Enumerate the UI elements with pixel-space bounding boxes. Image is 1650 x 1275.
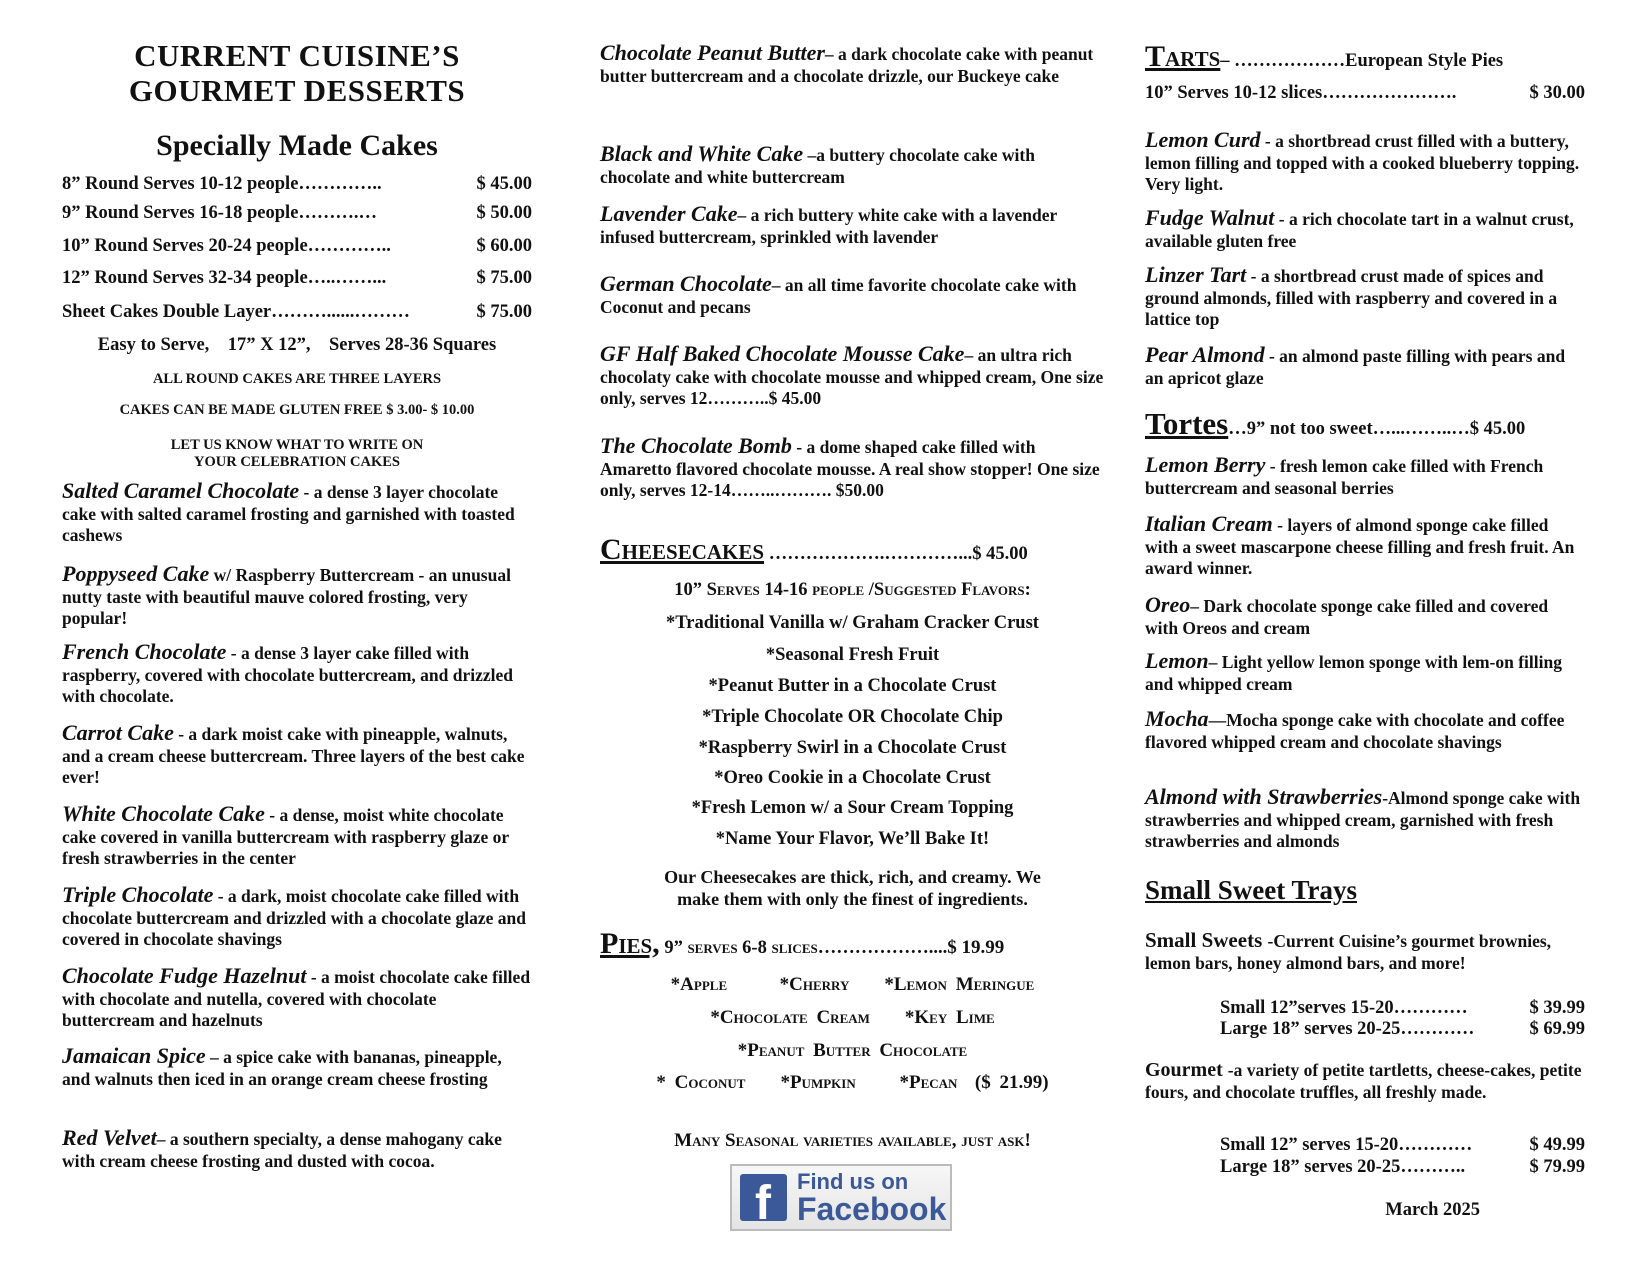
- item-desc: –a buttery chocolate cake with chocolate and white buttercream: [600, 145, 1035, 187]
- menu-item: [62, 965, 532, 1032]
- menu-item: [62, 1127, 532, 1172]
- item-desc: - a moist chocolate cake filled with chocolate and nutella, covered with chocolate buttercream and hazelnuts: [62, 967, 531, 1030]
- item-desc: – Light yellow lemon sponge with lem-on filling and whipped cream: [1145, 652, 1562, 694]
- item-desc: – a southern specialty, a dense mahogany cake with cream cheese frosting and dusted with cocoa.: [62, 1129, 502, 1171]
- flavor-label: *Name Your Flavor, We’ll Bake It!: [715, 829, 990, 849]
- tarts-size: [1145, 83, 1585, 104]
- price-label: 9” Round Serves 16-18 people……….…: [62, 203, 378, 223]
- item-desc: - fresh lemon cake filled with French buttercream and seasonal berries: [1145, 456, 1544, 498]
- pies-header: [600, 927, 1105, 961]
- price-label: 10” Round Serves 20-24 people…………..: [62, 236, 391, 256]
- item-name: Gourmet: [1145, 1059, 1228, 1081]
- cheesecakes-price: $ 45.00: [972, 544, 1028, 564]
- cheesecake-flavor: [600, 829, 1105, 850]
- tart-item: [1145, 207, 1585, 252]
- flavor-label: *Traditional Vanilla w/ Graham Cracker Crust: [666, 613, 1039, 633]
- flavor-label: *Peanut Butter in a Chocolate Crust: [708, 676, 997, 696]
- cake-price-row: [62, 302, 532, 323]
- item-name: Italian Cream: [1145, 511, 1273, 536]
- tortes-detail: …9” not too sweet…...……..…: [1228, 419, 1470, 439]
- item-name: Lavender Cake: [600, 201, 738, 226]
- pie-flavors: *Chocolate Cream *Key Lime: [710, 1007, 995, 1028]
- cheesecake-flavor: [600, 613, 1105, 634]
- price-value: $ 49.99: [1529, 1135, 1585, 1155]
- price-label: 8” Round Serves 10-12 people…………..: [62, 174, 382, 194]
- item-name: Mocha: [1145, 706, 1209, 731]
- cake-price-row: [62, 203, 532, 224]
- item-name: Carrot Cake: [62, 720, 174, 745]
- item-name: White Chocolate Cake: [62, 801, 265, 826]
- item-name: French Chocolate: [62, 639, 227, 664]
- price-label: Large 18” serves 20-25………..: [1220, 1157, 1466, 1177]
- pie-flavors-row: [600, 1040, 1105, 1062]
- title-line: GOURMET DESSERTS: [128, 73, 466, 108]
- tray-price-row: [1145, 998, 1585, 1019]
- cake-price-row: [62, 174, 532, 195]
- cheesecake-flavor: [600, 707, 1105, 728]
- cheesecakes-heading: Cheesecakes: [600, 533, 765, 566]
- price-value: $ 79.99: [1529, 1157, 1585, 1177]
- tray-price-row: [1145, 1135, 1585, 1156]
- footer-line: Our Cheesecakes are thick, rich, and creamy. We: [664, 867, 1041, 887]
- item-name: Chocolate Fudge Hazelnut: [62, 963, 307, 988]
- torte-item: [1145, 708, 1585, 753]
- facebook-line1: Find us on: [797, 1168, 909, 1194]
- item-name: Chocolate Peanut Butter: [600, 40, 825, 65]
- tortes-price: $ 45.00: [1469, 419, 1526, 439]
- item-name: Poppyseed Cake: [62, 561, 210, 586]
- price-value: $ 75.00: [476, 268, 532, 288]
- price-value: $ 75.00: [476, 302, 532, 322]
- torte-item: [1145, 594, 1585, 639]
- menu-item: [600, 203, 1105, 248]
- item-desc: -a variety of petite tartletts, cheese-cakes, petite fours, and chocolate truffles, all freshly made.: [1145, 1060, 1582, 1102]
- item-desc: - a dark, moist chocolate cake filled with chocolate buttercream and drizzled with a chocolate glaze and covered in chocolate shavings: [62, 886, 526, 949]
- note-layers: ALL ROUND CAKES ARE THREE LAYERS: [152, 371, 442, 387]
- item-name: The Chocolate Bomb: [600, 433, 792, 458]
- item-name: Fudge Walnut: [1145, 205, 1275, 230]
- menu-date: March 2025: [1385, 1200, 1480, 1220]
- flavor-label: *Seasonal Fresh Fruit: [765, 645, 940, 665]
- cheesecake-flavor: [600, 645, 1105, 666]
- price-value: $ 45.00: [476, 174, 532, 194]
- cakes-subtitle: Specially Made Cakes: [156, 129, 438, 162]
- cheesecake-flavor: [600, 676, 1105, 697]
- item-desc: – a spice cake with bananas, pineapple, and walnuts then iced in an orange cream cheese frosting: [62, 1047, 502, 1089]
- item-desc: - a shortbread crust filled with a buttery, lemon filling and topped with a cooked blueberry topping. Very light.: [1145, 131, 1580, 194]
- note-line: LET US KNOW WHAT TO WRITE ON: [170, 437, 424, 453]
- torte-item: [1145, 454, 1585, 499]
- small-sweets: [1145, 930, 1585, 974]
- facebook-button[interactable]: [730, 1164, 952, 1231]
- item-desc: - a rich chocolate tart in a walnut crust, available gluten free: [1145, 209, 1574, 251]
- pie-flavors: *Apple *Cherry *Lemon Meringue: [670, 974, 1035, 995]
- pie-flavors: *Peanut Butter Chocolate: [737, 1040, 968, 1061]
- pies-heading: Pies,: [600, 927, 660, 960]
- item-desc: – Dark chocolate sponge cake filled and covered with Oreos and cream: [1145, 596, 1549, 638]
- cheesecake-flavor: [600, 738, 1105, 759]
- pie-flavors-row: [600, 1007, 1105, 1029]
- sheet-note: Easy to Serve, 17” X 12”, Serves 28-36 Squares: [97, 335, 497, 355]
- item-desc: – a dark chocolate cake with peanut butter buttercream and a chocolate drizzle, our Buckeye cake: [600, 44, 1094, 86]
- pies-price: $ 19.99: [947, 937, 1005, 958]
- flavor-label: *Fresh Lemon w/ a Sour Cream Topping: [691, 798, 1014, 818]
- price-label: 10” Serves 10-12 slices………………….: [1145, 83, 1457, 103]
- price-label: Small 12” serves 15-20…………: [1220, 1135, 1473, 1155]
- seasonal-note: Many Seasonal varieties available, just ask!: [674, 1130, 1031, 1151]
- tortes-header: [1145, 406, 1585, 442]
- price-label: Large 18” serves 20-25…………: [1220, 1019, 1475, 1039]
- menu-item: [600, 435, 1105, 502]
- item-name: Lemon: [1145, 648, 1209, 673]
- note-line: YOUR CELEBRATION CAKES: [194, 454, 400, 470]
- item-desc: - a dark moist cake with pineapple, walnuts, and a cream cheese buttercream. Three layers of the best cake ever!: [62, 724, 525, 787]
- item-desc: - a shortbread crust made of spices and ground almonds, filled with raspberry and covered in a lattice top: [1145, 266, 1558, 329]
- leader-dots: ……………….…………...: [764, 544, 973, 564]
- item-desc: - layers of almond sponge cake filled with a sweet mascarpone cheese filling and fresh fruit. An award winner.: [1145, 515, 1575, 578]
- pie-flavors-row: [600, 974, 1105, 996]
- menu-item: [62, 480, 532, 547]
- title-line: CURRENT CUISINE’S: [134, 38, 460, 73]
- menu-item: [62, 803, 532, 870]
- menu-item: [62, 563, 532, 630]
- facebook-line2: Facebook: [797, 1190, 947, 1227]
- item-desc: - a dense 3 layer chocolate cake with salted caramel frosting and garnished with toasted cashews: [62, 482, 515, 545]
- cheesecake-flavor: [600, 798, 1105, 819]
- item-name: Oreo: [1145, 592, 1191, 617]
- item-name: Jamaican Spice: [62, 1043, 206, 1068]
- cheesecakes-size: 10” Serves 14-16 people /Suggested Flavors:: [674, 580, 1031, 600]
- price-value: $ 50.00: [476, 203, 532, 223]
- cheesecakes-footer: [600, 866, 1105, 910]
- gourmet-tray: [1145, 1060, 1585, 1103]
- menu-item: [600, 273, 1105, 318]
- flavor-label: *Oreo Cookie in a Chocolate Crust: [714, 768, 991, 788]
- flavor-label: *Raspberry Swirl in a Chocolate Crust: [698, 738, 1007, 758]
- item-desc: – an all time favorite chocolate cake with Coconut and pecans: [600, 275, 1077, 317]
- tray-price-row: [1145, 1019, 1585, 1040]
- item-desc: -Almond sponge cake with strawberries and whipped cream, garnished with fresh strawberries and almonds: [1145, 788, 1581, 851]
- item-name: Black and White Cake: [600, 141, 804, 166]
- trays-heading: Small Sweet Trays: [1145, 875, 1357, 905]
- menu-title: [62, 38, 532, 108]
- cake-price-row: [62, 236, 532, 257]
- tarts-heading: Tarts: [1145, 40, 1221, 73]
- flavor-label: *Triple Chocolate OR Chocolate Chip: [702, 707, 1003, 727]
- cake-price-row: [62, 268, 532, 289]
- item-name: Linzer Tart: [1145, 262, 1247, 287]
- cheesecakes-header: [600, 533, 1105, 567]
- tart-item: [1145, 129, 1585, 196]
- menu-item: [62, 1045, 532, 1090]
- pie-flavors: * Coconut *Pumpkin *Pecan ($ 21.99): [656, 1072, 1049, 1093]
- menu-item: [600, 143, 1105, 188]
- torte-item: [1145, 513, 1585, 580]
- tarts-detail: – ………………European Style Pies: [1220, 51, 1504, 71]
- tarts-header: [1145, 40, 1585, 74]
- item-desc: w/ Raspberry Buttercream - an unusual nutty taste with beautiful mauve colored frosting, very popular!: [62, 565, 511, 628]
- pies-detail: 9” serves 6-8 slices………………....: [659, 938, 948, 958]
- item-name: GF Half Baked Chocolate Mousse Cake: [600, 341, 965, 366]
- menu-item: [62, 722, 532, 789]
- footer-line: make them with only the finest of ingredients.: [677, 889, 1028, 909]
- price-value: $ 69.99: [1529, 1019, 1585, 1039]
- tray-price-row: [1145, 1157, 1585, 1178]
- note-celebration: [62, 437, 532, 471]
- item-desc: - a dense 3 layer cake filled with raspberry, covered with chocolate buttercream, and drizzled with chocolate.: [62, 643, 514, 706]
- price-label: 12” Round Serves 32-34 people…..……...: [62, 268, 387, 288]
- item-name: Lemon Curd: [1145, 127, 1261, 152]
- menu-item: [62, 884, 532, 951]
- item-desc: —Mocha sponge cake with chocolate and coffee flavored whipped cream and chocolate shavings: [1145, 710, 1565, 752]
- tortes-heading: Tortes: [1145, 406, 1229, 441]
- item-name: Salted Caramel Chocolate: [62, 478, 300, 503]
- item-name: Almond with Strawberries: [1145, 784, 1383, 809]
- price-value: $ 30.00: [1529, 83, 1585, 103]
- note-gluten-free: CAKES CAN BE MADE GLUTEN FREE $ 3.00- $ 10.00: [119, 402, 475, 418]
- price-label: Sheet Cakes Double Layer………......………: [62, 302, 410, 322]
- torte-item: [1145, 650, 1585, 695]
- pie-flavors-row: [600, 1072, 1105, 1094]
- item-name: Triple Chocolate: [62, 882, 214, 907]
- item-name: Small Sweets: [1145, 928, 1268, 952]
- cheesecake-flavor: [600, 768, 1105, 789]
- facebook-f: f: [755, 1177, 771, 1221]
- price-value: $ 60.00: [476, 236, 532, 256]
- item-desc: - an almond paste filling with pears and an apricot glaze: [1145, 346, 1566, 388]
- item-name: Pear Almond: [1145, 342, 1265, 367]
- price-label: Small 12”serves 15-20…………: [1220, 998, 1468, 1018]
- tart-item: [1145, 344, 1585, 389]
- tart-item: [1145, 264, 1585, 331]
- item-desc: - a dome shaped cake filled with Amaretto flavored chocolate mousse. A real show stopper! One size only, serves 12-14……..………. $50.00: [600, 437, 1100, 500]
- price-value: $ 39.99: [1529, 998, 1585, 1018]
- torte-item: [1145, 786, 1585, 853]
- menu-item: [62, 641, 532, 708]
- item-desc: – an ultra rich chocolaty cake with chocolate mousse and whipped cream, One size only, serves 12………..$ 45.00: [600, 345, 1104, 408]
- menu-item: [600, 42, 1105, 87]
- menu-item: [600, 343, 1105, 410]
- item-desc: – a rich buttery white cake with a lavender infused buttercream, sprinkled with lavender: [600, 205, 1057, 247]
- item-desc: - a dense, moist white chocolate cake covered in vanilla buttercream with raspberry glaze or fresh strawberries in the center: [62, 805, 509, 868]
- item-name: Red Velvet: [62, 1125, 157, 1150]
- facebook-logo-icon: [740, 1174, 787, 1221]
- item-desc: -Current Cuisine’s gourmet brownies, lemon bars, honey almond bars, and more!: [1145, 931, 1552, 973]
- item-name: German Chocolate: [600, 271, 772, 296]
- item-name: Lemon Berry: [1145, 452, 1266, 477]
